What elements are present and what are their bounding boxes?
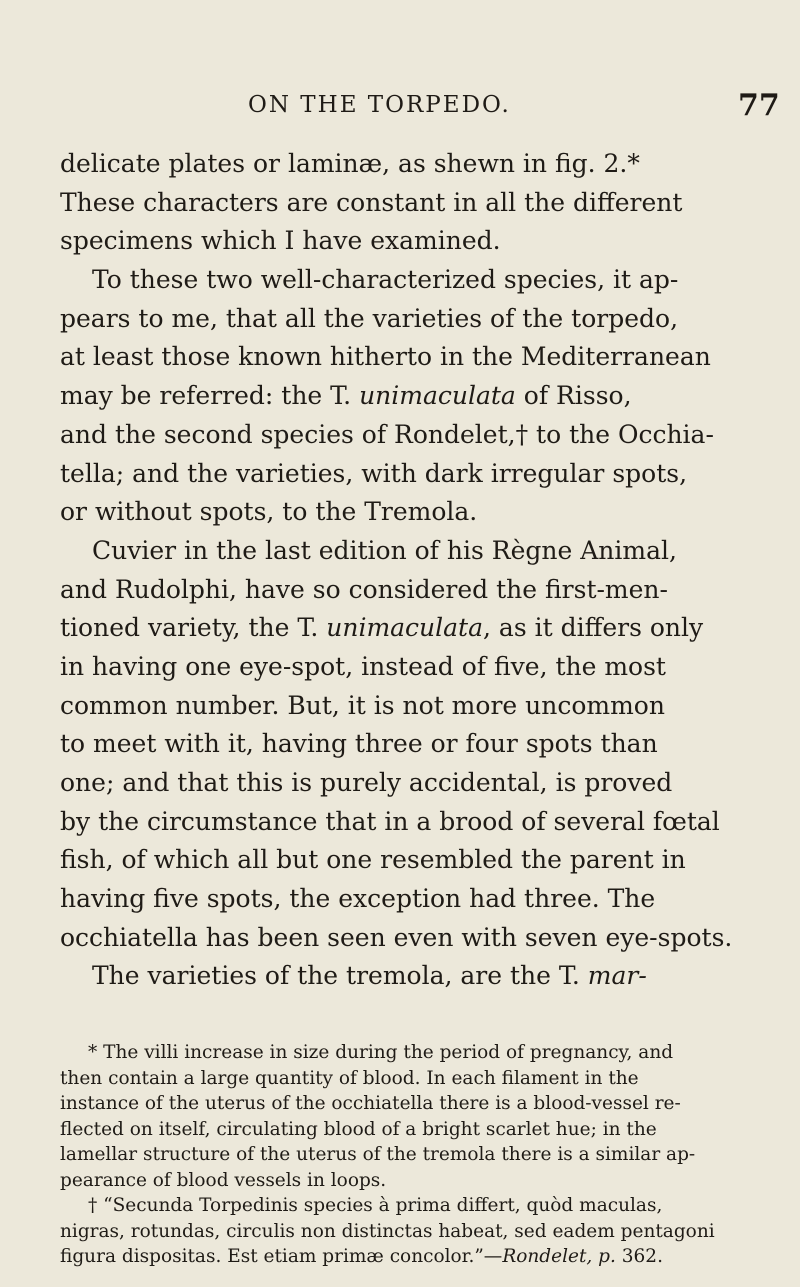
text-line: may be referred: the T. unimaculata of Risso,	[60, 381, 632, 411]
text-line: one; and that this is purely accidental, is proved	[60, 768, 673, 797]
text-line: These characters are constant in all the different	[60, 187, 683, 217]
footnote-line: flected on itself, circulating blood of a bright scarlet hue; in the	[60, 1118, 657, 1140]
text-line: To these two well-characterized species, it ap-	[92, 265, 679, 295]
species-name: unimaculata	[359, 381, 516, 411]
text-line: delicate plates or laminæ, as shewn in fig. 2.*	[60, 149, 640, 178]
text-line: and the second species of Rondelet,† to the Occhia-	[60, 419, 714, 449]
text-line: or without spots, to the Tremola.	[60, 497, 478, 527]
text-line: occhiatella has been seen even with seven eye-spots.	[60, 922, 733, 952]
footnote-line: † “Secunda Torpedinis species à prima differt, quòd maculas,	[88, 1195, 663, 1216]
footnotes	[60, 1040, 760, 1270]
text-line: at least those known hitherto in the Mediterranean	[60, 342, 711, 372]
running-head: ON THE TORPEDO.	[248, 92, 511, 118]
text-line: The varieties of the tremola, are the T. mar-	[92, 961, 647, 991]
footnote-line: instance of the uterus of the occhiatella there is a blood-vessel re-	[60, 1093, 681, 1114]
footnote-line: pearance of blood vessels in loops.	[60, 1169, 387, 1191]
text-line: by the circumstance that in a brood of several fœtal	[60, 806, 720, 836]
page-header	[0, 88, 800, 128]
text-line: Cuvier in the last edition of his Règne Animal,	[92, 535, 677, 565]
text-line: fish, of which all but one resembled the parent in	[60, 845, 686, 875]
text-line: tioned variety, the T. unimaculata, as it differs only	[60, 613, 704, 643]
species-name: unimaculata	[326, 613, 484, 643]
species-name: mar-	[587, 961, 647, 991]
footnote-line: then contain a large quantity of blood. In each filament in the	[60, 1067, 639, 1089]
text-line: in having one eye-spot, instead of five, the most	[60, 651, 666, 681]
text-line: common number. But, it is not more uncommon	[60, 690, 665, 720]
text-line: pears to me, that all the varieties of the torpedo,	[60, 303, 679, 333]
text-line: to meet with it, having three or four spots than	[60, 729, 658, 759]
footnote-line: figura dispositas. Est etiam primæ concolor.”—Rondelet, p. 362.	[60, 1246, 663, 1267]
footnote-line: lamellar structure of the uterus of the tremola there is a similar ap-	[60, 1144, 696, 1165]
body-text	[60, 145, 760, 996]
citation: Rondelet, p.	[502, 1246, 616, 1267]
text-line: tella; and the varieties, with dark irregular spots,	[60, 458, 688, 488]
text-line: specimens which I have examined.	[60, 226, 501, 256]
text-line: having five spots, the exception had three. The	[60, 884, 656, 914]
text-line: and Rudolphi, have so considered the first-men-	[60, 574, 668, 604]
page-number: 77	[738, 88, 780, 123]
footnote-line: nigras, rotundas, circulis non distinctas habeat, sed eadem pentagoni	[60, 1220, 715, 1242]
footnote-line: * The villi increase in size during the period of pregnancy, and	[88, 1042, 674, 1063]
